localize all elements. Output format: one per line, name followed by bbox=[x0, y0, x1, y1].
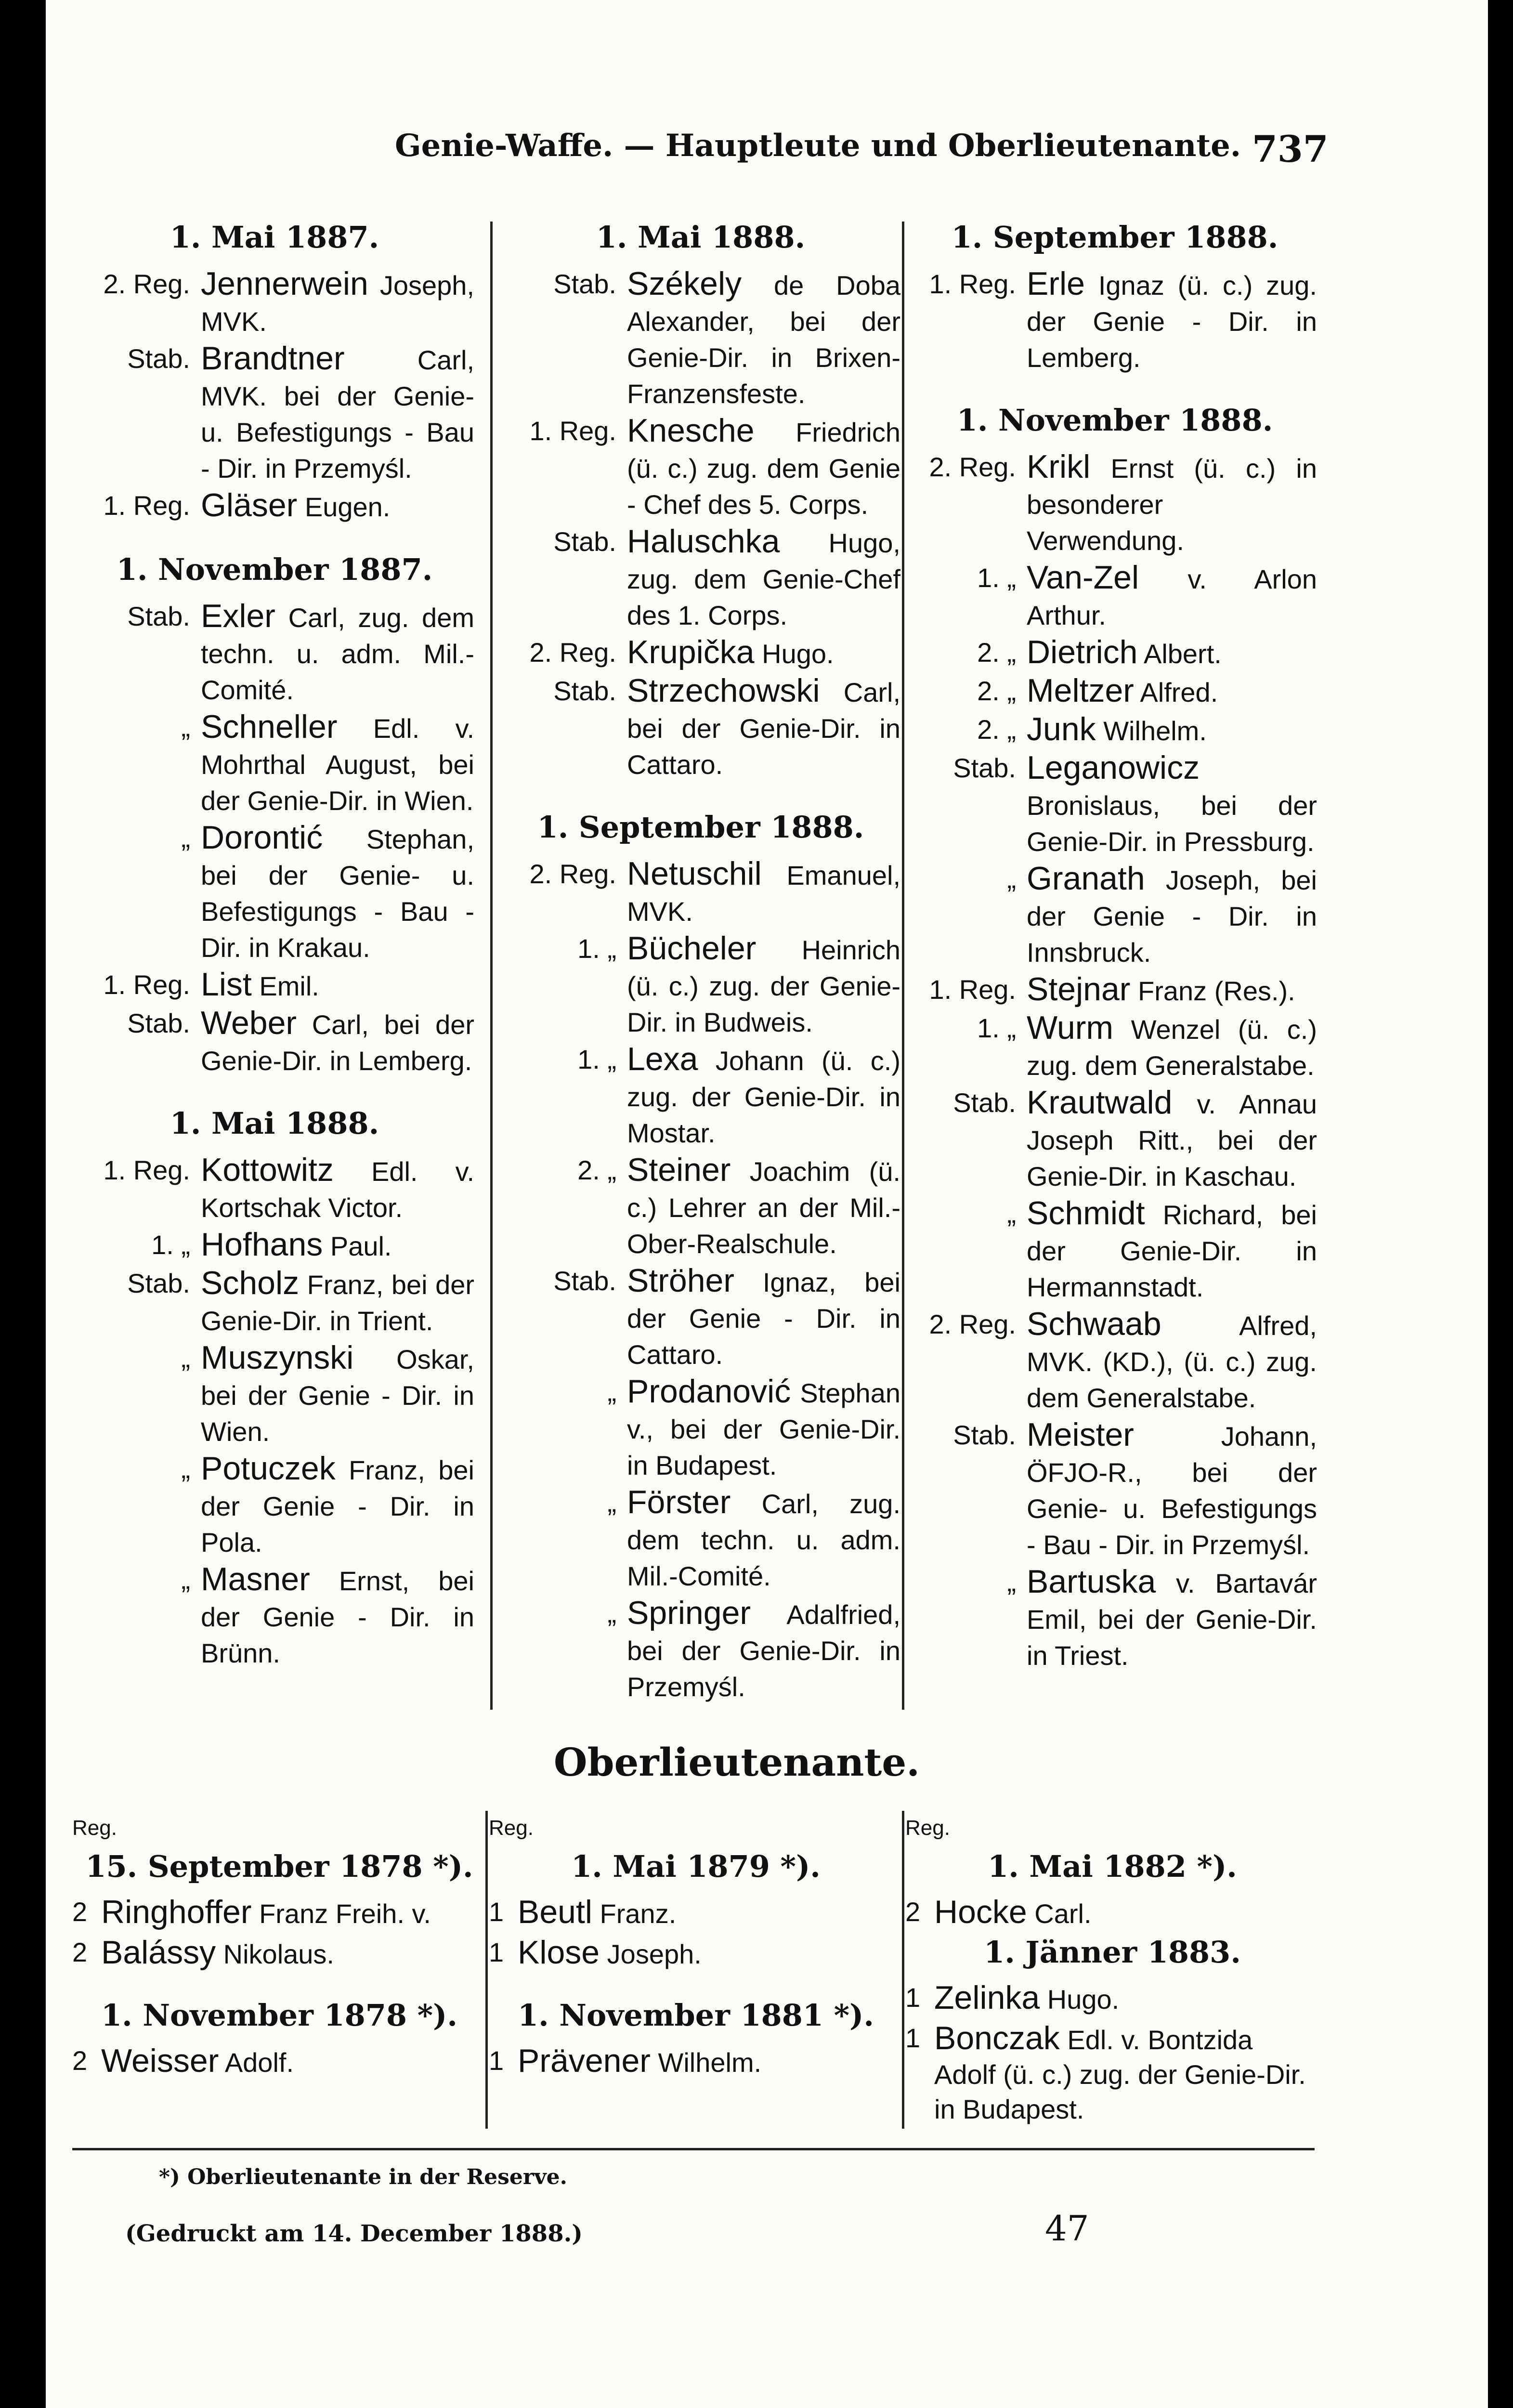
officer-details: Johann (ü. c.) zug. der Genie-Dir. in Mostar. bbox=[627, 1046, 900, 1148]
officer-surname: Meltzer bbox=[1027, 672, 1134, 709]
rank-group bbox=[905, 1849, 1319, 1931]
rank-group bbox=[75, 1105, 474, 1671]
officer-entry bbox=[913, 1564, 1317, 1674]
unit-label: „ bbox=[181, 823, 190, 853]
officer-entry bbox=[501, 1595, 900, 1705]
unit-label: 1. Reg. bbox=[929, 269, 1016, 299]
officer-surname: Lexa bbox=[627, 1041, 698, 1077]
regiment-label: Reg. bbox=[905, 1816, 950, 1840]
officer-entry bbox=[75, 709, 474, 819]
officer-entry bbox=[501, 856, 900, 929]
rank-group bbox=[501, 219, 900, 783]
officer-entry bbox=[75, 340, 474, 486]
rank-group bbox=[905, 1935, 1319, 2127]
officer-details: v. Arlon Arthur. bbox=[1027, 564, 1317, 630]
unit-label: „ bbox=[1007, 1567, 1016, 1597]
unit-label: 1. Reg. bbox=[103, 490, 190, 521]
officer-entry bbox=[501, 1152, 900, 1262]
officer-details: Joseph. bbox=[600, 1939, 702, 1969]
officer-surname: Meister bbox=[1027, 1416, 1134, 1453]
unit-label: „ bbox=[607, 1487, 616, 1518]
officer-entry bbox=[913, 711, 1317, 749]
officer-surname: List bbox=[201, 966, 252, 1003]
officer-surname: Bartuska bbox=[1027, 1563, 1156, 1600]
officer-details: Wilhelm. bbox=[650, 2047, 762, 2078]
officer-surname: Steiner bbox=[627, 1152, 731, 1188]
regiment-number: 1 bbox=[905, 1982, 921, 2013]
promotion-date: 1. Jänner 1883. bbox=[984, 1935, 1241, 1970]
officer-details: Stephan v., bei der Genie-Dir. in Budapest. bbox=[627, 1378, 900, 1480]
officer-details: Edl. v. Mohrthal August, bei der Genie-Dir. in Wien. bbox=[201, 713, 474, 816]
officer-surname: Gläser bbox=[201, 487, 298, 523]
officer-details: Nikolaus. bbox=[216, 1939, 334, 1969]
officer-surname: Klose bbox=[518, 1934, 600, 1971]
officer-entry bbox=[75, 1227, 474, 1264]
officer-details: Wenzel (ü. c.) zug. dem Generalstabe. bbox=[1027, 1014, 1317, 1081]
officer-surname: Masner bbox=[201, 1561, 310, 1597]
officer-details: Franz, bei der Genie - Dir. in Pola. bbox=[201, 1455, 474, 1557]
promotion-date: 1. November 1887. bbox=[116, 552, 433, 587]
officer-details: v. Annau Joseph Ritt., bei der Genie-Dir. in Kaschau. bbox=[1027, 1089, 1317, 1191]
officer-surname: Brandtner bbox=[201, 340, 345, 377]
unit-label: Stab. bbox=[553, 526, 616, 557]
officer-entry bbox=[913, 449, 1317, 559]
officer-surname: Krikl bbox=[1027, 448, 1091, 485]
unit-label: 2. Reg. bbox=[529, 637, 616, 667]
officer-surname: Strzechowski bbox=[627, 672, 820, 709]
officer-surname: Schwaab bbox=[1027, 1306, 1161, 1342]
unit-label: 1. Reg. bbox=[103, 1155, 190, 1185]
promotion-date: 1. Mai 1882 *). bbox=[988, 1849, 1237, 1884]
officer-entry bbox=[75, 1340, 474, 1450]
officer-entry bbox=[75, 1005, 474, 1079]
officer-details: Ignaz, bei der Genie - Dir. in Cattaro. bbox=[627, 1267, 900, 1370]
officer-details: Wilhelm. bbox=[1096, 716, 1207, 746]
officer-surname: Van-Zel bbox=[1027, 559, 1139, 596]
officer-surname: Springer bbox=[627, 1595, 751, 1631]
unit-label: 1. „ bbox=[151, 1230, 190, 1260]
officer-details: Albert. bbox=[1137, 639, 1222, 669]
officer-surname: Kottowitz bbox=[201, 1152, 334, 1188]
officer-surname: Exler bbox=[201, 598, 275, 634]
section-title: Oberlieutenante. bbox=[553, 1740, 920, 1785]
rank-group bbox=[72, 1998, 486, 2080]
officer-entry bbox=[75, 266, 474, 340]
unit-label: Stab. bbox=[953, 1087, 1016, 1118]
unit-label: 1. „ bbox=[577, 933, 616, 964]
officer-details: Emanuel, MVK. bbox=[627, 860, 900, 927]
unit-label: 1. Reg. bbox=[529, 416, 616, 446]
unit-label: „ bbox=[1007, 864, 1016, 894]
officer-entry bbox=[501, 523, 900, 633]
officer-details: Joseph, MVK. bbox=[201, 270, 474, 337]
officer-entry bbox=[913, 1417, 1317, 1563]
officer-details: Oskar, bei der Genie - Dir. in Wien. bbox=[201, 1344, 474, 1447]
unit-label: 1. Reg. bbox=[103, 969, 190, 1000]
regiment-number: 1 bbox=[489, 1937, 504, 1967]
officer-details: Friedrich (ü. c.) zug. dem Genie - Chef des 5. Corps. bbox=[627, 417, 900, 520]
unit-label: „ bbox=[181, 1564, 190, 1595]
promotion-date: 1. November 1888. bbox=[956, 403, 1273, 438]
officer-entry bbox=[75, 1451, 474, 1560]
officer-surname: Balássy bbox=[101, 1934, 216, 1971]
unit-label: 2. „ bbox=[977, 637, 1016, 667]
officer-surname: Weisser bbox=[101, 2042, 219, 2079]
hauptleute-column-1 bbox=[75, 219, 474, 1707]
officer-details: Adolf. bbox=[219, 2047, 294, 2078]
unit-label: „ bbox=[181, 1343, 190, 1373]
rank-group bbox=[75, 551, 474, 1079]
rank-group bbox=[489, 1849, 903, 1972]
unit-label: Stab. bbox=[127, 343, 190, 374]
officer-surname: Förster bbox=[627, 1484, 731, 1520]
officer-details: Carl, bei der Genie-Dir. in Lemberg. bbox=[201, 1009, 474, 1076]
unit-label: Stab. bbox=[553, 269, 616, 299]
promotion-date: 1. Mai 1888. bbox=[596, 220, 806, 255]
officer-surname: Hocke bbox=[934, 1894, 1027, 1930]
officer-entry bbox=[75, 598, 474, 708]
officer-entry bbox=[501, 634, 900, 672]
footnote-rule bbox=[72, 2148, 1315, 2150]
officer-surname: Prävener bbox=[518, 2042, 651, 2079]
officer-surname: Beutl bbox=[518, 1894, 592, 1930]
officer-entry bbox=[913, 673, 1317, 710]
officer-entry bbox=[75, 820, 474, 966]
officer-surname: Schmidt bbox=[1027, 1195, 1145, 1231]
officer-surname: Bücheler bbox=[627, 930, 756, 967]
officer-surname: Junk bbox=[1027, 711, 1096, 747]
officer-details: Alfred. bbox=[1134, 677, 1218, 707]
print-date: (Gedruckt am 14. December 1888.) bbox=[125, 2220, 583, 2247]
unit-label: 1. Reg. bbox=[929, 974, 1016, 1005]
officer-details: Carl, zug. dem techn. u. adm. Mil.-Comité. bbox=[201, 602, 474, 705]
unit-label: Stab. bbox=[127, 601, 190, 631]
promotion-date: 15. September 1878 *). bbox=[85, 1849, 473, 1884]
officer-details: Emil. bbox=[251, 971, 319, 1001]
promotion-date: 1. September 1888. bbox=[537, 810, 864, 845]
officer-surname: Haluschka bbox=[627, 523, 780, 560]
officer-entry bbox=[905, 2021, 1319, 2127]
officer-details: Paul. bbox=[323, 1231, 392, 1261]
promotion-date: 1. Mai 1888. bbox=[170, 1106, 379, 1141]
officer-entry bbox=[72, 1935, 486, 1972]
unit-label: 1. „ bbox=[977, 1013, 1016, 1043]
officer-entry bbox=[913, 861, 1317, 970]
officer-entry bbox=[75, 1152, 474, 1226]
unit-label: 2. Reg. bbox=[929, 452, 1016, 482]
unit-label: 2. Reg. bbox=[529, 859, 616, 889]
officer-details: Heinrich (ü. c.) zug. der Genie-Dir. in Budweis. bbox=[627, 935, 900, 1037]
officer-details: Joseph, bei der Genie - Dir. in Innsbruck. bbox=[1027, 865, 1317, 968]
officer-surname: Schneller bbox=[201, 708, 338, 745]
column-rule bbox=[490, 222, 493, 1710]
officer-entry bbox=[501, 1484, 900, 1594]
rank-group bbox=[913, 402, 1317, 1674]
unit-label: „ bbox=[181, 712, 190, 742]
unit-label: „ bbox=[1007, 1198, 1016, 1229]
oberlieutenante-column-3 bbox=[905, 1811, 1319, 2129]
officer-entry bbox=[913, 1010, 1317, 1084]
officer-surname: Dietrich bbox=[1027, 634, 1138, 670]
officer-entry bbox=[501, 1374, 900, 1483]
regiment-number: 2 bbox=[72, 1897, 88, 1927]
officer-surname: Prodanović bbox=[627, 1373, 791, 1410]
officer-surname: Jennerwein bbox=[201, 265, 368, 302]
column-rule bbox=[902, 222, 904, 1710]
officer-surname: Weber bbox=[201, 1005, 297, 1041]
officer-surname: Krupička bbox=[627, 634, 755, 670]
unit-label: 2. Reg. bbox=[929, 1309, 1016, 1339]
officer-details: Ignaz (ü. c.) zug. der Genie - Dir. in Lemberg. bbox=[1027, 270, 1317, 373]
promotion-date: 1. Mai 1887. bbox=[170, 220, 379, 255]
unit-label: 1. „ bbox=[577, 1044, 616, 1074]
running-header: Genie-Waffe. — Hauptleute und Oberlieutenante. bbox=[395, 128, 1241, 164]
unit-label: 2. Reg. bbox=[103, 269, 190, 299]
regiment-number: 1 bbox=[489, 1897, 504, 1927]
officer-entry bbox=[501, 930, 900, 1040]
unit-label: 2. „ bbox=[977, 714, 1016, 745]
officer-details: Bronislaus, bei der Genie-Dir. in Pressburg. bbox=[1027, 790, 1317, 857]
officer-surname: Wurm bbox=[1027, 1009, 1114, 1046]
officer-details: v. Bartavár Emil, bei der Genie-Dir. in Triest. bbox=[1027, 1568, 1317, 1671]
officer-details: Carl, bei der Genie-Dir. in Cattaro. bbox=[627, 677, 900, 780]
officer-details: Carl. bbox=[1027, 1898, 1092, 1929]
oberlieutenante-column-1 bbox=[72, 1811, 486, 2129]
unit-label: Stab. bbox=[953, 753, 1016, 783]
officer-surname: Leganowicz bbox=[1027, 749, 1200, 786]
regiment-label: Reg. bbox=[489, 1816, 534, 1840]
unit-label: Stab. bbox=[953, 1420, 1016, 1450]
unit-label: Stab. bbox=[127, 1268, 190, 1298]
unit-label: Stab. bbox=[553, 1266, 616, 1296]
page-number: 737 bbox=[1252, 128, 1329, 170]
oberlieutenante-column-2 bbox=[489, 1811, 903, 2129]
officer-details: Franz. bbox=[592, 1898, 677, 1929]
officer-details: Hugo. bbox=[1040, 1984, 1120, 2015]
officer-entry bbox=[501, 266, 900, 412]
footnote: *) Oberlieutenante in der Reserve. bbox=[159, 2165, 567, 2189]
hauptleute-column-3 bbox=[913, 219, 1317, 1707]
officer-surname: Erle bbox=[1027, 265, 1085, 302]
officer-surname: Ströher bbox=[627, 1262, 734, 1299]
officer-entry bbox=[489, 2043, 903, 2080]
unit-label: 2. „ bbox=[577, 1155, 616, 1185]
officer-entry bbox=[501, 413, 900, 523]
officer-details: Ernst, bei der Genie - Dir. in Brünn. bbox=[201, 1566, 474, 1668]
officer-surname: Scholz bbox=[201, 1265, 300, 1301]
promotion-date: 1. Mai 1879 *). bbox=[571, 1849, 821, 1884]
officer-details: Carl, MVK. bei der Genie- u. Befestigungs - Bau - Dir. in Przemyśl. bbox=[201, 345, 474, 484]
sheet-signature: 47 bbox=[1045, 2208, 1089, 2249]
officer-details: Edl. v. Kortschak Victor. bbox=[201, 1156, 474, 1223]
unit-label: „ bbox=[607, 1598, 616, 1628]
unit-label: Stab. bbox=[553, 676, 616, 706]
officer-surname: Dorontić bbox=[201, 819, 323, 856]
officer-details: Carl, zug. dem techn. u. adm. Mil.-Comité. bbox=[627, 1489, 900, 1591]
officer-details: Joachim (ü. c.) Lehrer an der Mil.-Ober-Realschule. bbox=[627, 1156, 900, 1259]
officer-surname: Bonczak bbox=[934, 2020, 1060, 2056]
regiment-label: Reg. bbox=[72, 1816, 117, 1840]
officer-details: Hugo. bbox=[754, 639, 834, 669]
officer-surname: Krautwald bbox=[1027, 1084, 1173, 1121]
unit-label: „ bbox=[607, 1376, 616, 1407]
officer-details: Edl. v. Bontzida Adolf (ü. c.) zug. der Genie-Dir. in Budapest. bbox=[934, 2025, 1306, 2124]
rank-group bbox=[501, 809, 900, 1705]
officer-details: Ernst (ü. c.) in besonderer Verwendung. bbox=[1027, 453, 1317, 556]
officer-details: Eugen. bbox=[297, 492, 391, 522]
officer-entry bbox=[75, 967, 474, 1004]
officer-entry bbox=[913, 1085, 1317, 1194]
regiment-number: 1 bbox=[489, 2045, 504, 2076]
officer-surname: Ringhoffer bbox=[101, 1894, 252, 1930]
officer-surname: Netuschil bbox=[627, 855, 762, 892]
regiment-number: 2 bbox=[905, 1897, 921, 1927]
officer-entry bbox=[75, 1561, 474, 1671]
officer-surname: Granath bbox=[1027, 860, 1145, 897]
unit-label: 1. „ bbox=[977, 563, 1016, 593]
regiment-number: 2 bbox=[72, 2045, 88, 2076]
officer-surname: Zelinka bbox=[934, 1979, 1040, 2016]
officer-entry bbox=[501, 1041, 900, 1151]
officer-entry bbox=[501, 1263, 900, 1373]
officer-entry bbox=[501, 673, 900, 783]
officer-entry bbox=[913, 971, 1317, 1009]
rank-group bbox=[75, 219, 474, 525]
officer-entry bbox=[905, 1895, 1319, 1931]
officer-surname: Stejnar bbox=[1027, 971, 1131, 1008]
regiment-number: 1 bbox=[905, 2023, 921, 2053]
officer-details: Franz Freih. v. bbox=[251, 1898, 431, 1929]
officer-surname: Knesche bbox=[627, 412, 755, 449]
officer-entry bbox=[72, 2043, 486, 2080]
officer-entry bbox=[913, 750, 1317, 860]
officer-entry bbox=[72, 1895, 486, 1931]
officer-details: Adalfried, bei der Genie-Dir. in Przemyśl. bbox=[627, 1599, 900, 1702]
officer-surname: Hofhans bbox=[201, 1226, 323, 1263]
regiment-number: 2 bbox=[72, 1937, 88, 1967]
officer-entry bbox=[913, 1195, 1317, 1305]
promotion-date: 1. September 1888. bbox=[951, 220, 1278, 255]
officer-details: Franz, bei der Genie-Dir. in Trient. bbox=[201, 1269, 474, 1336]
rank-group bbox=[72, 1849, 486, 1972]
hauptleute-column-2 bbox=[501, 219, 900, 1707]
unit-label: „ bbox=[181, 1453, 190, 1484]
rank-group bbox=[913, 219, 1317, 376]
rank-group bbox=[489, 1998, 903, 2080]
officer-details: Alfred, MVK. (KD.), (ü. c.) zug. dem Generalstabe. bbox=[1027, 1310, 1317, 1413]
promotion-date: 1. November 1881 *). bbox=[518, 1998, 874, 2033]
officer-entry bbox=[913, 1306, 1317, 1416]
officer-entry bbox=[913, 266, 1317, 376]
officer-entry bbox=[489, 1895, 903, 1931]
officer-entry bbox=[489, 1935, 903, 1972]
promotion-date: 1. November 1878 *). bbox=[101, 1998, 457, 2033]
officer-entry bbox=[75, 1265, 474, 1339]
officer-surname: Székely bbox=[627, 265, 742, 302]
unit-label: Stab. bbox=[127, 1008, 190, 1038]
officer-details: Stephan, bei der Genie- u. Befestigungs - Bau - Dir. in Krakau. bbox=[201, 824, 474, 963]
officer-surname: Muszynski bbox=[201, 1339, 354, 1376]
officer-entry bbox=[75, 487, 474, 525]
officer-details: Richard, bei der Genie-Dir. in Hermannstadt. bbox=[1027, 1200, 1317, 1302]
officer-details: Franz (Res.). bbox=[1130, 976, 1295, 1006]
officer-entry bbox=[905, 1980, 1319, 2017]
officer-entry bbox=[913, 560, 1317, 633]
officer-details: Johann, ÖFJO-R., bei der Genie- u. Befestigungs - Bau - Dir. in Przemyśl. bbox=[1027, 1421, 1317, 1560]
officer-details: de Doba Alexander, bei der Genie-Dir. in Brixen-Franzensfeste. bbox=[627, 270, 900, 409]
officer-surname: Potuczek bbox=[201, 1450, 336, 1487]
unit-label: 2. „ bbox=[977, 676, 1016, 706]
officer-details: Hugo, zug. dem Genie-Chef des 1. Corps. bbox=[627, 528, 900, 630]
officer-entry bbox=[913, 634, 1317, 672]
